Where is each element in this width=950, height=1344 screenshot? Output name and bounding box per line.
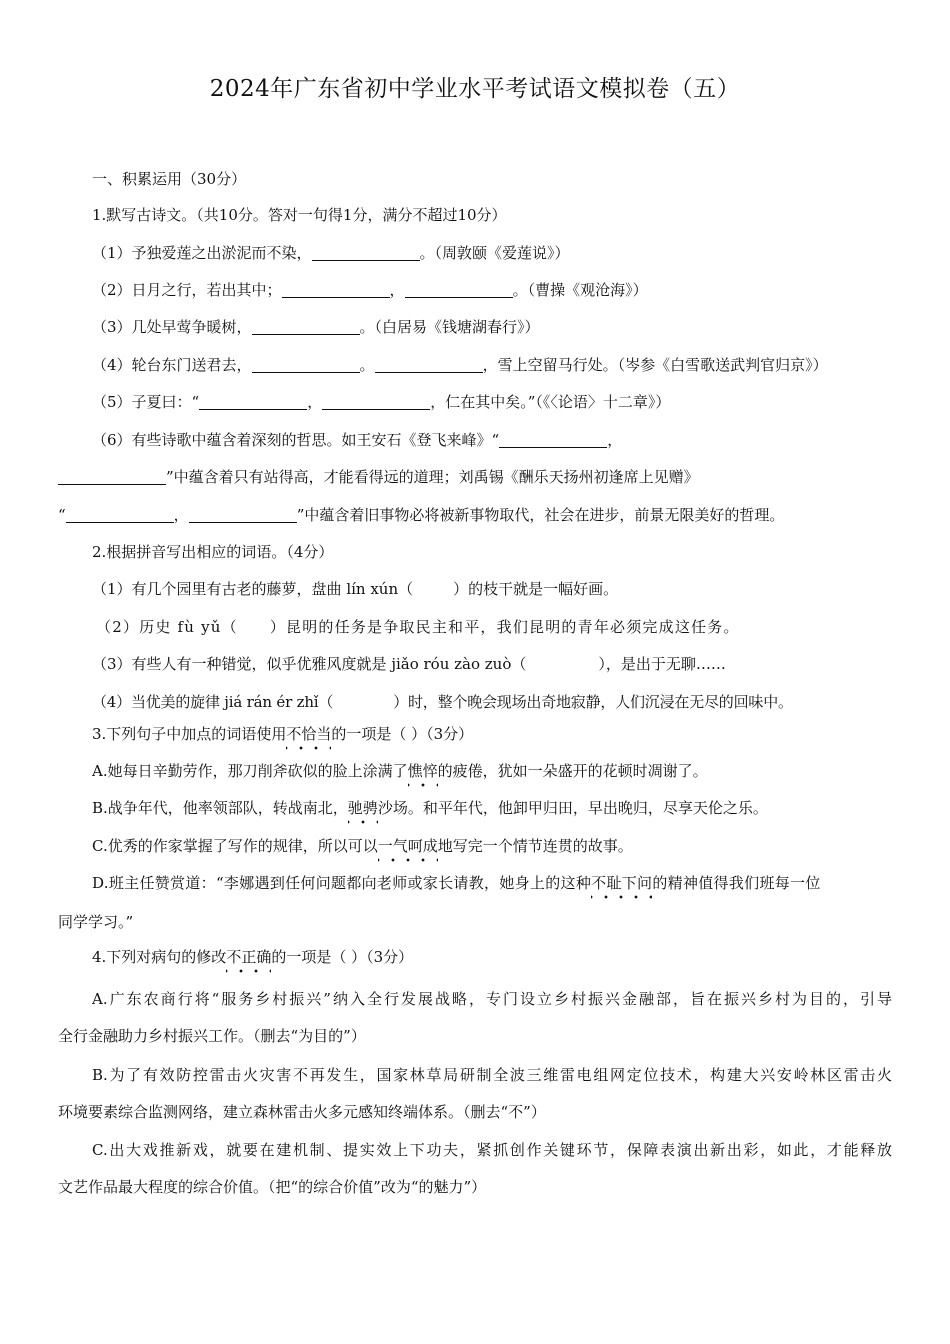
q1-item-6-line3: “ ， ”中蕴含着旧事物必将被新事物取代，社会在进步，前景无限美好的哲理。 bbox=[58, 506, 785, 524]
q4-option-a-line2: 全行金融助力乡村振兴工作。（删去“为目的”） bbox=[58, 1027, 366, 1045]
answer-blank[interactable] bbox=[66, 506, 174, 523]
q2-item-1: （1）有几个园里有古老的藤萝，盘曲 lín xún（ ）的枝干就是一幅好画。 bbox=[92, 580, 619, 598]
q1-item-4: （4）轮台东门送君去， 。 ，雪上空留马行处。（岑参《白雪歌送武判官归京》） bbox=[92, 356, 828, 374]
q4-stem: 4.下列对病句的修改不正确的一项是（ ）（3分） bbox=[92, 948, 414, 966]
answer-blank[interactable] bbox=[58, 468, 166, 485]
answer-blank[interactable] bbox=[252, 318, 360, 335]
q2-item-3: （3）有些人有一种错觉，似乎优雅风度就是 jiǎo róu zào zuò（ ），是出于无聊…… bbox=[92, 655, 726, 673]
emphasis-dotted: 不正确 bbox=[226, 948, 272, 966]
q3-option-d-line2: 同学学习。” bbox=[58, 913, 134, 931]
q1-item-6-line2: ”中蕴含着只有站得高，才能看得远的道理；刘禹锡《酬乐天扬州初逢席上见赠》 bbox=[58, 466, 699, 488]
q3-option-d: D.班主任赞赏道：“李娜遇到任何问题都向老师或家长请教，她身上的这种不耻下问的精神值得我们班每一位 bbox=[92, 874, 821, 892]
answer-blank[interactable] bbox=[375, 356, 483, 373]
emphasis-dotted: 驰骋 bbox=[347, 799, 378, 817]
emphasis-dotted: 一气呵成 bbox=[377, 837, 438, 855]
emphasis-dotted: 不恰当 bbox=[286, 725, 332, 743]
q1-item-3: （3）几处早莺争暖树， 。（白居易《钱塘湖春行》） bbox=[92, 318, 540, 336]
answer-blank[interactable] bbox=[312, 244, 420, 261]
q4-option-a: A.广东农商行将“服务乡村振兴”纳入全行发展战略，专门设立乡村振兴金融部，旨在振兴乡村为目的，引导 bbox=[92, 990, 892, 1008]
q3-option-c: C.优秀的作家掌握了写作的规律，所以可以一气呵成地写完一个情节连贯的故事。 bbox=[92, 837, 633, 855]
answer-blank[interactable] bbox=[252, 356, 360, 373]
answer-blank[interactable] bbox=[405, 281, 513, 298]
q3-option-a: A.她每日辛勤劳作，那刀削斧砍似的脸上涂满了憔悴的疲倦，犹如一朵盛开的花顿时凋谢了。 bbox=[92, 762, 708, 780]
emphasis-dotted: 不耻下问 bbox=[591, 874, 653, 892]
section-heading: 一、积累运用（30分） bbox=[92, 170, 247, 188]
q1-stem: 1.默写古诗文。（共10分。答对一句得1分，满分不超过10分） bbox=[92, 206, 507, 224]
answer-blank[interactable] bbox=[189, 506, 297, 523]
q1-item-5: （5）子夏曰：“ ， ，仁在其中矣。”（《〈论语〉十二章》） bbox=[92, 393, 671, 411]
page-title: 2024年广东省初中学业水平考试语文模拟卷（五） bbox=[209, 76, 741, 102]
emphasis-dotted: 憔悴 bbox=[407, 762, 438, 780]
q4-option-c: C.出大戏推新戏，就要在建机制、提实效上下功夫，紧抓创作关键环节，保障表演出新出彩，如此，才能释放 bbox=[92, 1141, 892, 1159]
q2-stem: 2.根据拼音写出相应的词语。（4分） bbox=[92, 543, 334, 561]
q4-option-b: B.为了有效防控雷击火灾害不再发生，国家林草局研制全波三维雷电组网定位技术，构建大兴安岭林区雷击火 bbox=[92, 1066, 892, 1084]
q1-item-2: （2）日月之行，若出其中； ， 。（曹操《观沧海》） bbox=[92, 281, 648, 299]
q1-item-1: （1）予独爱莲之出淤泥而不染， 。（周敦颐《爱莲说》） bbox=[92, 244, 570, 262]
answer-blank[interactable] bbox=[322, 393, 430, 410]
q1-item-6: （6）有些诗歌中蕴含着深刻的哲思。如王安石《登飞来峰》“ ， bbox=[92, 431, 623, 449]
q3-stem: 3.下列句子中加点的词语使用不恰当的一项是（ ）（3分） bbox=[92, 725, 474, 743]
answer-blank[interactable] bbox=[282, 281, 390, 298]
q2-item-2: （2）历史 fù yǔ（ ）昆明的任务是争取民主和平，我们昆明的青年必须完成这任务。 bbox=[96, 618, 740, 636]
q4-option-c-line2: 文艺作品最大程度的综合价值。（把“的综合价值”改为“的魅力”） bbox=[58, 1178, 487, 1196]
q2-item-4: （4）当优美的旋律 jiá rán ér zhǐ（ ）时，整个晚会现场出奇地寂静，人们沉浸在无尽的回味中。 bbox=[92, 693, 793, 711]
q4-option-b-line2: 环境要素综合监测网络，建立森林雷击火多元感知终端体系。（删去“不”） bbox=[58, 1103, 546, 1121]
answer-blank[interactable] bbox=[499, 431, 607, 448]
q3-option-b: B.战争年代，他率领部队，转战南北，驰骋沙场。和平年代，他卸甲归田，早出晚归，尽享天伦之乐。 bbox=[92, 799, 768, 817]
answer-blank[interactable] bbox=[199, 393, 307, 410]
